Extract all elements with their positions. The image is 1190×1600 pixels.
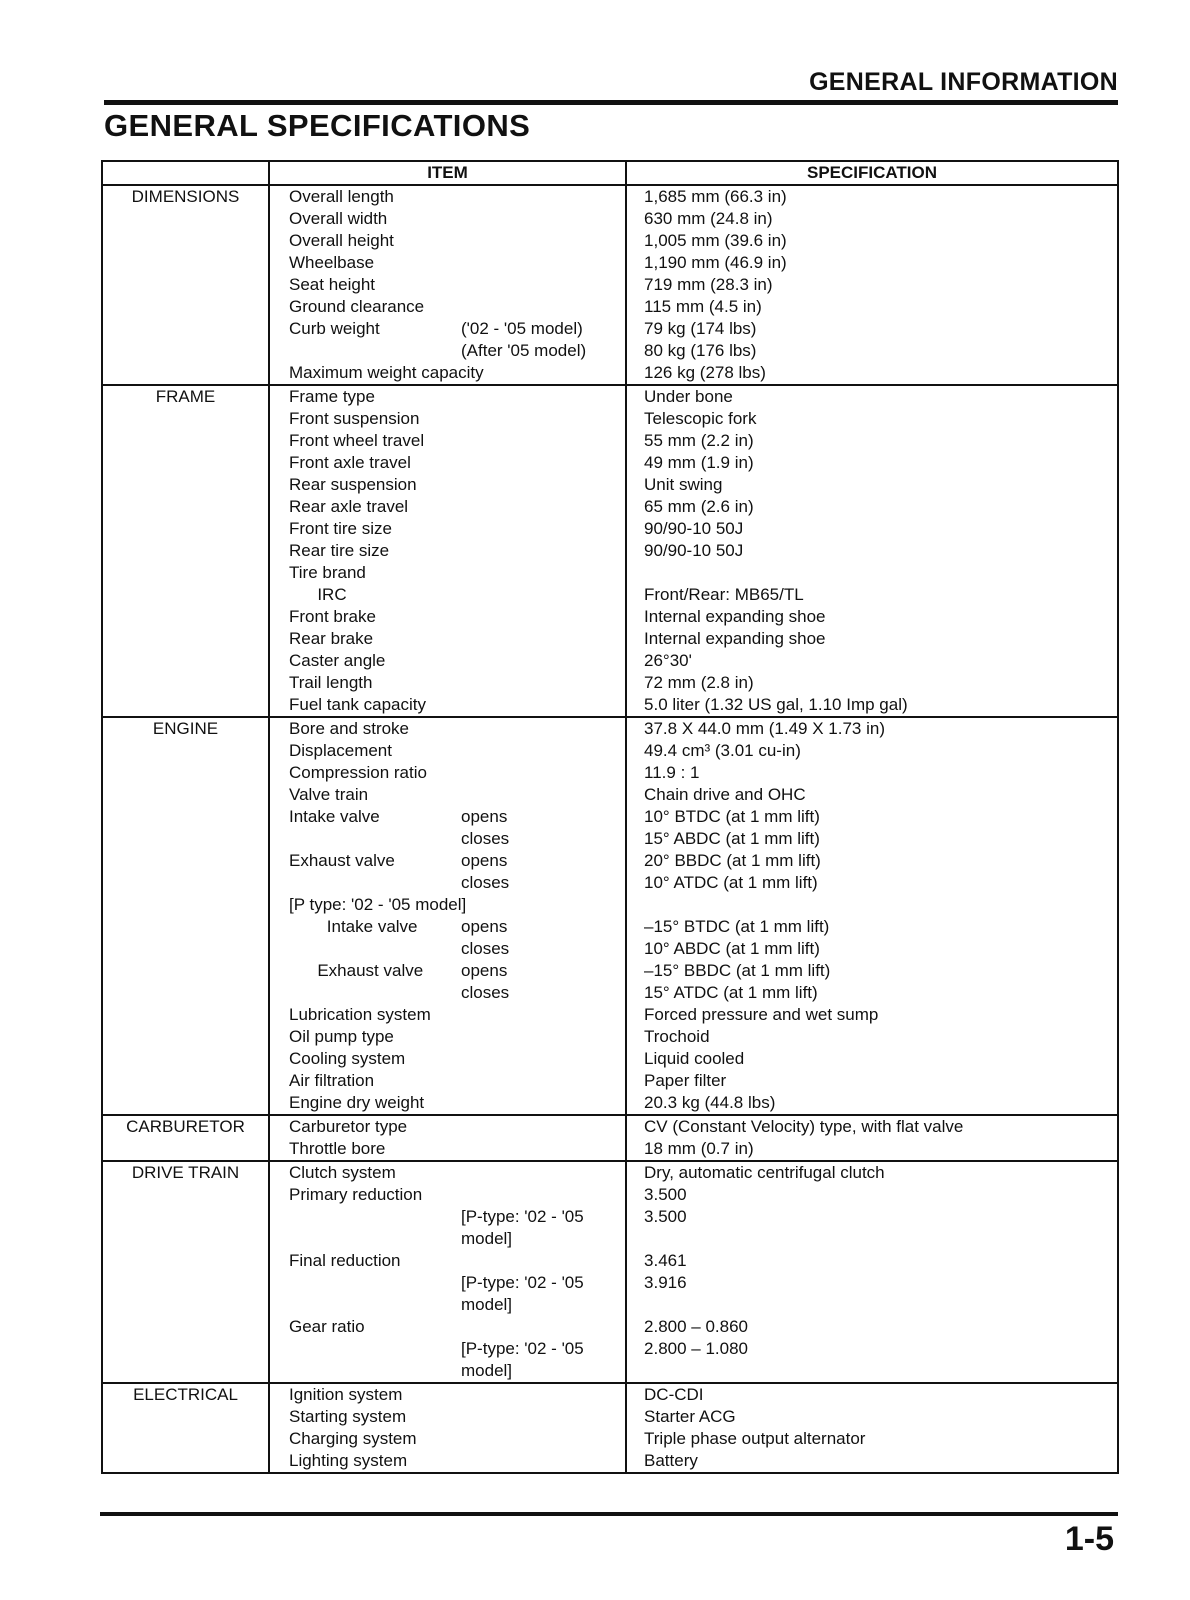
item-detail-cell xyxy=(461,296,626,318)
specification-cell: 90/90-10 50J xyxy=(626,540,1118,562)
table-row xyxy=(102,318,1118,340)
specification-cell: 26°30' xyxy=(626,650,1118,672)
category-cell xyxy=(102,584,269,606)
table-row xyxy=(102,274,1118,296)
item-cell: Engine dry weight xyxy=(289,1093,425,1112)
specification-cell: 15° ATDC (at 1 mm lift) xyxy=(626,982,1118,1004)
item-detail-cell: closes xyxy=(461,939,510,958)
item-detail-cell xyxy=(461,762,626,784)
specification-cell: 37.8 X 44.0 mm (1.49 X 1.73 in) xyxy=(626,717,1118,740)
table-row xyxy=(102,1138,1118,1161)
table-row xyxy=(102,584,1118,606)
item-cell: Frame type xyxy=(269,385,461,408)
specification-cell: –15° BTDC (at 1 mm lift) xyxy=(626,916,1118,938)
category-cell xyxy=(102,1026,269,1048)
specification-cell: DC-CDI xyxy=(626,1383,1118,1406)
item-detail-cell xyxy=(461,740,626,762)
category-cell: DIMENSIONS xyxy=(102,185,269,208)
item-cell: Oil pump type xyxy=(289,1027,394,1046)
item-cell xyxy=(269,828,461,850)
category-cell xyxy=(102,916,269,938)
item-cell: Maximum weight capacity xyxy=(289,363,484,382)
category-cell xyxy=(102,340,269,362)
item-cell: Fuel tank capacity xyxy=(289,695,427,714)
category-cell xyxy=(102,694,269,717)
category-cell xyxy=(102,740,269,762)
category-cell xyxy=(102,208,269,230)
item-detail-cell: ('02 - '05 model) xyxy=(461,319,583,338)
table-row xyxy=(102,1250,1118,1272)
item-cell xyxy=(269,872,461,894)
specification-cell: 1,190 mm (46.9 in) xyxy=(626,252,1118,274)
item-detail-cell xyxy=(461,1383,626,1406)
table-row xyxy=(102,1206,1118,1250)
item-cell: Final reduction xyxy=(289,1251,401,1270)
category-cell xyxy=(102,982,269,1004)
table-row xyxy=(102,208,1118,230)
category-header-cell xyxy=(102,161,269,185)
specification-cell: 3.500 xyxy=(626,1206,1118,1250)
item-detail-cell xyxy=(461,1250,626,1272)
category-cell: ELECTRICAL xyxy=(102,1383,269,1406)
specification-cell: Internal expanding shoe xyxy=(626,606,1118,628)
category-cell xyxy=(102,1406,269,1428)
specification-cell: 2.800 – 0.860 xyxy=(626,1316,1118,1338)
item-detail-cell: closes xyxy=(461,829,510,848)
table-row xyxy=(102,540,1118,562)
item-cell xyxy=(269,340,461,362)
table-row xyxy=(102,762,1118,784)
item-detail-cell xyxy=(461,1070,626,1092)
item-cell: Overall length xyxy=(289,187,394,206)
specification-cell: 20° BBDC (at 1 mm lift) xyxy=(626,850,1118,872)
specification-cell: 20.3 kg (44.8 lbs) xyxy=(626,1092,1118,1115)
category-cell xyxy=(102,1338,269,1383)
specification-cell: 2.800 – 1.080 xyxy=(626,1338,1118,1383)
item-cell: Exhaust valve xyxy=(289,851,395,870)
table-row xyxy=(102,850,1118,872)
category-cell xyxy=(102,672,269,694)
category-cell xyxy=(102,1450,269,1473)
specifications-table xyxy=(101,160,1119,1474)
item-detail-cell xyxy=(461,208,626,230)
specification-cell: 719 mm (28.3 in) xyxy=(626,274,1118,296)
specification-cell: Battery xyxy=(626,1450,1118,1473)
item-detail-cell xyxy=(461,474,626,496)
table-row xyxy=(102,828,1118,850)
table-row xyxy=(102,982,1118,1004)
item-cell: Intake valve xyxy=(289,917,418,936)
table-row xyxy=(102,562,1118,584)
category-cell xyxy=(102,1206,269,1250)
category-cell: CARBURETOR xyxy=(102,1115,269,1138)
category-cell xyxy=(102,1272,269,1316)
specification-cell: Chain drive and OHC xyxy=(626,784,1118,806)
table-row xyxy=(102,474,1118,496)
item-cell: Lighting system xyxy=(269,1450,461,1473)
table-row xyxy=(102,430,1118,452)
item-detail-cell xyxy=(461,606,626,628)
specification-cell: –15° BBDC (at 1 mm lift) xyxy=(626,960,1118,982)
category-cell xyxy=(102,562,269,584)
item-detail-cell xyxy=(461,1092,626,1115)
item-cell: Primary reduction xyxy=(289,1185,423,1204)
table-row xyxy=(102,1383,1118,1406)
item-cell: Rear brake xyxy=(289,629,374,648)
item-detail-cell xyxy=(461,562,626,584)
table-row xyxy=(102,1026,1118,1048)
table-body xyxy=(102,185,1118,1473)
category-cell xyxy=(102,894,269,916)
specification-cell: Paper filter xyxy=(626,1070,1118,1092)
table-row xyxy=(102,1048,1118,1070)
item-detail-cell: opens xyxy=(461,851,508,870)
category-cell xyxy=(102,540,269,562)
item-detail-cell xyxy=(461,252,626,274)
table-row xyxy=(102,1338,1118,1383)
specification-cell: Triple phase output alternator xyxy=(626,1428,1118,1450)
item-cell: Throttle bore xyxy=(289,1139,386,1158)
item-detail-cell xyxy=(461,1026,626,1048)
specification-cell: 80 kg (176 lbs) xyxy=(626,340,1118,362)
item-detail-cell: closes xyxy=(461,873,510,892)
specification-cell: 10° BTDC (at 1 mm lift) xyxy=(626,806,1118,828)
item-detail-cell xyxy=(461,1004,626,1026)
item-detail-cell xyxy=(461,230,626,252)
item-cell: Cooling system xyxy=(289,1049,406,1068)
category-cell xyxy=(102,1138,269,1161)
table-row xyxy=(102,894,1118,916)
table-row xyxy=(102,1161,1118,1184)
item-cell: Rear suspension xyxy=(289,475,417,494)
table-row xyxy=(102,408,1118,430)
category-cell xyxy=(102,938,269,960)
specification-cell: 55 mm (2.2 in) xyxy=(626,430,1118,452)
specification-cell: 126 kg (278 lbs) xyxy=(626,362,1118,385)
item-cell: Trail length xyxy=(289,673,373,692)
category-cell xyxy=(102,274,269,296)
category-cell xyxy=(102,1250,269,1272)
specification-cell: 3.916 xyxy=(626,1272,1118,1316)
item-cell: Carburetor type xyxy=(269,1115,461,1138)
item-cell: Compression ratio xyxy=(289,763,427,782)
table-row xyxy=(102,496,1118,518)
item-detail-cell: opens xyxy=(461,917,508,936)
item-detail-cell xyxy=(461,650,626,672)
table-row xyxy=(102,1092,1118,1115)
item-detail-cell xyxy=(461,784,626,806)
specification-cell xyxy=(626,894,1118,916)
item-detail-cell: [P-type: '02 - '05 model] xyxy=(461,1273,584,1314)
specification-cell: CV (Constant Velocity) type, with flat valve xyxy=(626,1115,1118,1138)
item-detail-cell xyxy=(461,1428,626,1450)
item-cell: Wheelbase xyxy=(289,253,375,272)
item-detail-cell xyxy=(461,452,626,474)
table-row xyxy=(102,340,1118,362)
specification-cell: 3.461 xyxy=(626,1250,1118,1272)
table-row xyxy=(102,1316,1118,1338)
category-cell xyxy=(102,650,269,672)
category-cell xyxy=(102,408,269,430)
item-cell: Bore and stroke xyxy=(269,717,461,740)
table-row xyxy=(102,1115,1118,1138)
item-detail-cell xyxy=(461,518,626,540)
category-cell xyxy=(102,430,269,452)
category-cell xyxy=(102,784,269,806)
specification-cell: Under bone xyxy=(626,385,1118,408)
item-detail-cell xyxy=(461,584,626,606)
table-row xyxy=(102,1272,1118,1316)
item-cell: [P type: '02 - '05 model] xyxy=(289,895,467,914)
item-cell: Front tire size xyxy=(289,519,392,538)
specification-cell: 49.4 cm³ (3.01 cu-in) xyxy=(626,740,1118,762)
footer-rule xyxy=(100,1512,1118,1516)
item-cell: Seat height xyxy=(289,275,376,294)
item-cell: Exhaust valve xyxy=(289,961,424,980)
table-row xyxy=(102,806,1118,828)
table-row xyxy=(102,784,1118,806)
item-detail-cell: opens xyxy=(461,807,508,826)
item-detail-cell xyxy=(461,894,626,916)
category-cell xyxy=(102,452,269,474)
table-row xyxy=(102,1004,1118,1026)
table-row xyxy=(102,296,1118,318)
item-cell: Caster angle xyxy=(289,651,386,670)
table-row xyxy=(102,518,1118,540)
item-detail-cell xyxy=(461,1316,626,1338)
item-cell: Displacement xyxy=(289,741,392,760)
category-cell xyxy=(102,496,269,518)
category-cell xyxy=(102,606,269,628)
specification-cell: 3.500 xyxy=(626,1184,1118,1206)
table-row xyxy=(102,385,1118,408)
category-cell xyxy=(102,318,269,340)
specification-cell: 72 mm (2.8 in) xyxy=(626,672,1118,694)
table-row xyxy=(102,717,1118,740)
item-cell: Tire brand xyxy=(289,563,366,582)
item-detail-cell xyxy=(461,694,626,717)
item-detail-cell xyxy=(461,1115,626,1138)
item-cell: Intake valve xyxy=(289,807,380,826)
category-cell: FRAME xyxy=(102,385,269,408)
category-cell xyxy=(102,960,269,982)
category-cell: DRIVE TRAIN xyxy=(102,1161,269,1184)
item-detail-cell: [P-type: '02 - '05 model] xyxy=(461,1207,584,1248)
item-cell: Valve train xyxy=(289,785,369,804)
table-row xyxy=(102,740,1118,762)
item-cell xyxy=(269,1206,461,1250)
category-cell xyxy=(102,1048,269,1070)
category-cell xyxy=(102,872,269,894)
item-cell xyxy=(269,1272,461,1316)
specification-cell: Starter ACG xyxy=(626,1406,1118,1428)
item-detail-cell xyxy=(461,185,626,208)
specification-cell: 1,685 mm (66.3 in) xyxy=(626,185,1118,208)
specification-column-header: SPECIFICATION xyxy=(626,161,1118,185)
item-cell: Rear axle travel xyxy=(289,497,409,516)
category-cell xyxy=(102,762,269,784)
specification-cell: 630 mm (24.8 in) xyxy=(626,208,1118,230)
item-detail-cell xyxy=(461,496,626,518)
specification-cell: Front/Rear: MB65/TL xyxy=(626,584,1118,606)
item-detail-cell: opens xyxy=(461,961,508,980)
item-detail-cell xyxy=(461,672,626,694)
specification-cell: Telescopic fork xyxy=(626,408,1118,430)
category-cell xyxy=(102,628,269,650)
table-row xyxy=(102,1406,1118,1428)
item-cell: Curb weight xyxy=(289,319,380,338)
table-row xyxy=(102,1070,1118,1092)
page-number: 1-5 xyxy=(1064,1520,1114,1558)
specification-cell: 10° ATDC (at 1 mm lift) xyxy=(626,872,1118,894)
specification-cell: 1,005 mm (39.6 in) xyxy=(626,230,1118,252)
table-row xyxy=(102,960,1118,982)
specification-cell: 49 mm (1.9 in) xyxy=(626,452,1118,474)
table-row xyxy=(102,230,1118,252)
item-detail-cell xyxy=(461,1048,626,1070)
item-cell: IRC xyxy=(289,585,347,604)
item-cell: Ignition system xyxy=(269,1383,461,1406)
table-row xyxy=(102,694,1118,717)
category-cell: ENGINE xyxy=(102,717,269,740)
table-row xyxy=(102,938,1118,960)
category-cell xyxy=(102,362,269,385)
item-detail-cell xyxy=(461,385,626,408)
item-cell: Front axle travel xyxy=(289,453,411,472)
category-cell xyxy=(102,252,269,274)
category-cell xyxy=(102,806,269,828)
header-rule xyxy=(104,100,1118,105)
specification-cell: 15° ABDC (at 1 mm lift) xyxy=(626,828,1118,850)
item-cell: Gear ratio xyxy=(289,1317,365,1336)
table-row xyxy=(102,872,1118,894)
table-row xyxy=(102,672,1118,694)
item-detail-cell xyxy=(461,274,626,296)
category-cell xyxy=(102,1092,269,1115)
specification-cell: 90/90-10 50J xyxy=(626,518,1118,540)
specification-cell: Unit swing xyxy=(626,474,1118,496)
table-row xyxy=(102,362,1118,385)
category-cell xyxy=(102,1316,269,1338)
item-detail-cell xyxy=(461,430,626,452)
item-cell: Air filtration xyxy=(289,1071,375,1090)
specification-cell xyxy=(626,562,1118,584)
item-cell: Ground clearance xyxy=(289,297,425,316)
item-cell xyxy=(269,1338,461,1383)
category-cell xyxy=(102,1428,269,1450)
item-detail-cell xyxy=(461,1450,626,1473)
category-cell xyxy=(102,230,269,252)
table-row xyxy=(102,452,1118,474)
item-detail-cell xyxy=(461,1406,626,1428)
item-cell: Clutch system xyxy=(269,1161,461,1184)
item-detail-cell xyxy=(461,628,626,650)
item-cell: Lubrication system xyxy=(289,1005,431,1024)
category-cell xyxy=(102,828,269,850)
specification-cell: Forced pressure and wet sump xyxy=(626,1004,1118,1026)
specification-cell: Trochoid xyxy=(626,1026,1118,1048)
item-detail-cell xyxy=(461,1161,626,1184)
item-cell: Overall height xyxy=(289,231,394,250)
item-detail-cell: [P-type: '02 - '05 model] xyxy=(461,1339,584,1380)
specification-cell: 18 mm (0.7 in) xyxy=(626,1138,1118,1161)
table-row xyxy=(102,252,1118,274)
specification-cell: 11.9 : 1 xyxy=(626,762,1118,784)
item-column-header: ITEM xyxy=(269,161,626,185)
table-row xyxy=(102,650,1118,672)
item-cell: Charging system xyxy=(289,1429,417,1448)
item-cell: Rear tire size xyxy=(289,541,390,560)
table-row xyxy=(102,628,1118,650)
item-cell xyxy=(269,938,461,960)
specification-cell: Liquid cooled xyxy=(626,1048,1118,1070)
item-detail-cell xyxy=(461,362,626,385)
section-header: GENERAL INFORMATION xyxy=(809,68,1118,96)
item-cell: Overall width xyxy=(289,209,388,228)
item-detail-cell: (After '05 model) xyxy=(461,341,587,360)
category-cell xyxy=(102,850,269,872)
specification-cell: 5.0 liter (1.32 US gal, 1.10 Imp gal) xyxy=(626,694,1118,717)
item-detail-cell: closes xyxy=(461,983,510,1002)
specification-cell: Internal expanding shoe xyxy=(626,628,1118,650)
table-row xyxy=(102,1450,1118,1473)
specification-cell: 10° ABDC (at 1 mm lift) xyxy=(626,938,1118,960)
category-cell xyxy=(102,1070,269,1092)
specification-cell: Dry, automatic centrifugal clutch xyxy=(626,1161,1118,1184)
category-cell xyxy=(102,1184,269,1206)
item-cell: Starting system xyxy=(289,1407,407,1426)
item-detail-cell xyxy=(461,408,626,430)
table-row xyxy=(102,1184,1118,1206)
specification-cell: 79 kg (174 lbs) xyxy=(626,318,1118,340)
item-detail-cell xyxy=(461,1138,626,1161)
table-row xyxy=(102,606,1118,628)
item-cell: Front suspension xyxy=(289,409,420,428)
table-row xyxy=(102,185,1118,208)
specification-cell: 115 mm (4.5 in) xyxy=(626,296,1118,318)
table-row xyxy=(102,1428,1118,1450)
category-cell xyxy=(102,1004,269,1026)
item-cell: Front brake xyxy=(289,607,376,626)
category-cell xyxy=(102,518,269,540)
specification-cell: 65 mm (2.6 in) xyxy=(626,496,1118,518)
category-cell xyxy=(102,474,269,496)
page-title: GENERAL SPECIFICATIONS xyxy=(104,108,531,143)
item-detail-cell xyxy=(461,1184,626,1206)
item-detail-cell xyxy=(461,717,626,740)
item-cell xyxy=(269,982,461,1004)
item-detail-cell xyxy=(461,540,626,562)
table-row xyxy=(102,916,1118,938)
item-cell: Front wheel travel xyxy=(289,431,425,450)
category-cell xyxy=(102,296,269,318)
